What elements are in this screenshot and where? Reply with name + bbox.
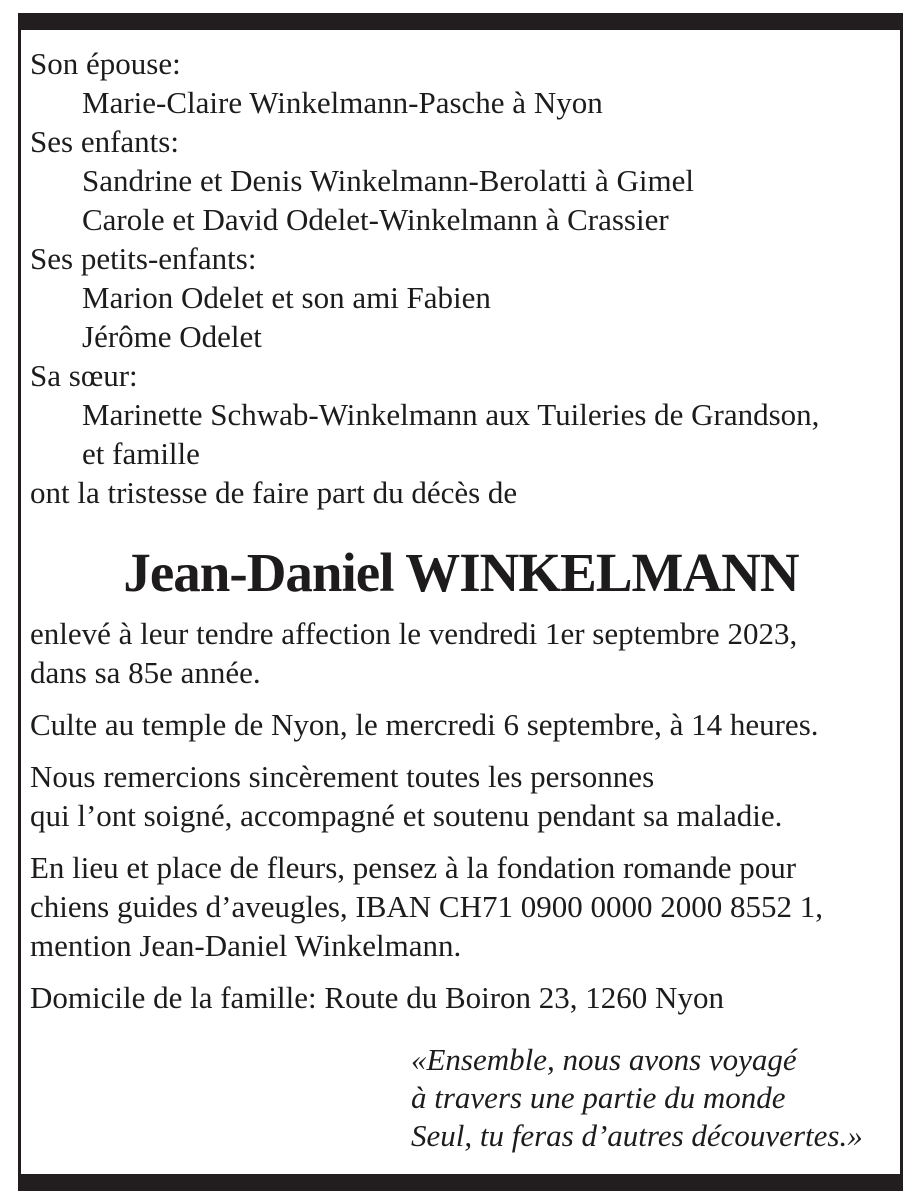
family-line: Jérôme Odelet [82,319,262,354]
family-line: Marinette Schwab-Winkelmann aux Tuileries de Grandson, [82,397,820,432]
quote-line: «Ensemble, nous avons voyagé [411,1042,797,1077]
notice-content [21,30,900,1155]
paragraph-line: qui l’ont soigné, accompagné et soutenu pendant sa maladie. [30,798,783,833]
paragraph-ceremony [30,705,892,744]
family-block [30,44,892,512]
paragraph-donations [30,848,892,965]
family-line: Marion Odelet et son ami Fabien [82,280,491,315]
family-line: Ses petits-enfants: [30,241,257,276]
paragraph-line: Culte au temple de Nyon, le mercredi 6 septembre, à 14 heures. [30,707,819,742]
family-line: et famille [82,436,200,471]
quote-line: Seul, tu feras d’autres découvertes.» [411,1118,863,1153]
paragraph-death-date [30,614,892,692]
family-line: Carole et David Odelet-Winkelmann à Crassier [82,202,669,237]
family-line: Son épouse: [30,46,181,81]
announcement-line: ont la tristesse de faire part du décès de [30,475,518,510]
family-line: Sandrine et Denis Winkelmann-Berolatti à Gimel [82,163,694,198]
paragraph-line: Nous remercions sincèrement toutes les personnes [30,759,655,794]
paragraph-address [30,978,892,1017]
notice-frame [18,13,903,1191]
paragraph-line: enlevé à leur tendre affection le vendredi 1er septembre 2023, [30,616,798,651]
paragraph-line: Domicile de la famille: Route du Boiron 23, 1260 Nyon [30,980,724,1015]
paragraph-line: dans sa 85e année. [30,655,261,690]
paragraph-line: mention Jean-Daniel Winkelmann. [30,928,462,963]
paragraph-line: chiens guides d’aveugles, IBAN CH71 0900 0000 2000 8552 1, [30,889,823,924]
memorial-quote [411,1041,892,1155]
deceased-name-title: Jean-Daniel WINKELMANN [123,542,799,603]
family-line: Sa sœur: [30,358,138,393]
paragraph-line: En lieu et place de fleurs, pensez à la fondation romande pour [30,850,797,885]
quote-line: à travers une partie du monde [411,1080,786,1115]
family-line: Ses enfants: [30,124,179,159]
paragraph-thanks [30,757,892,835]
family-line: Marie-Claire Winkelmann-Pasche à Nyon [82,85,603,120]
